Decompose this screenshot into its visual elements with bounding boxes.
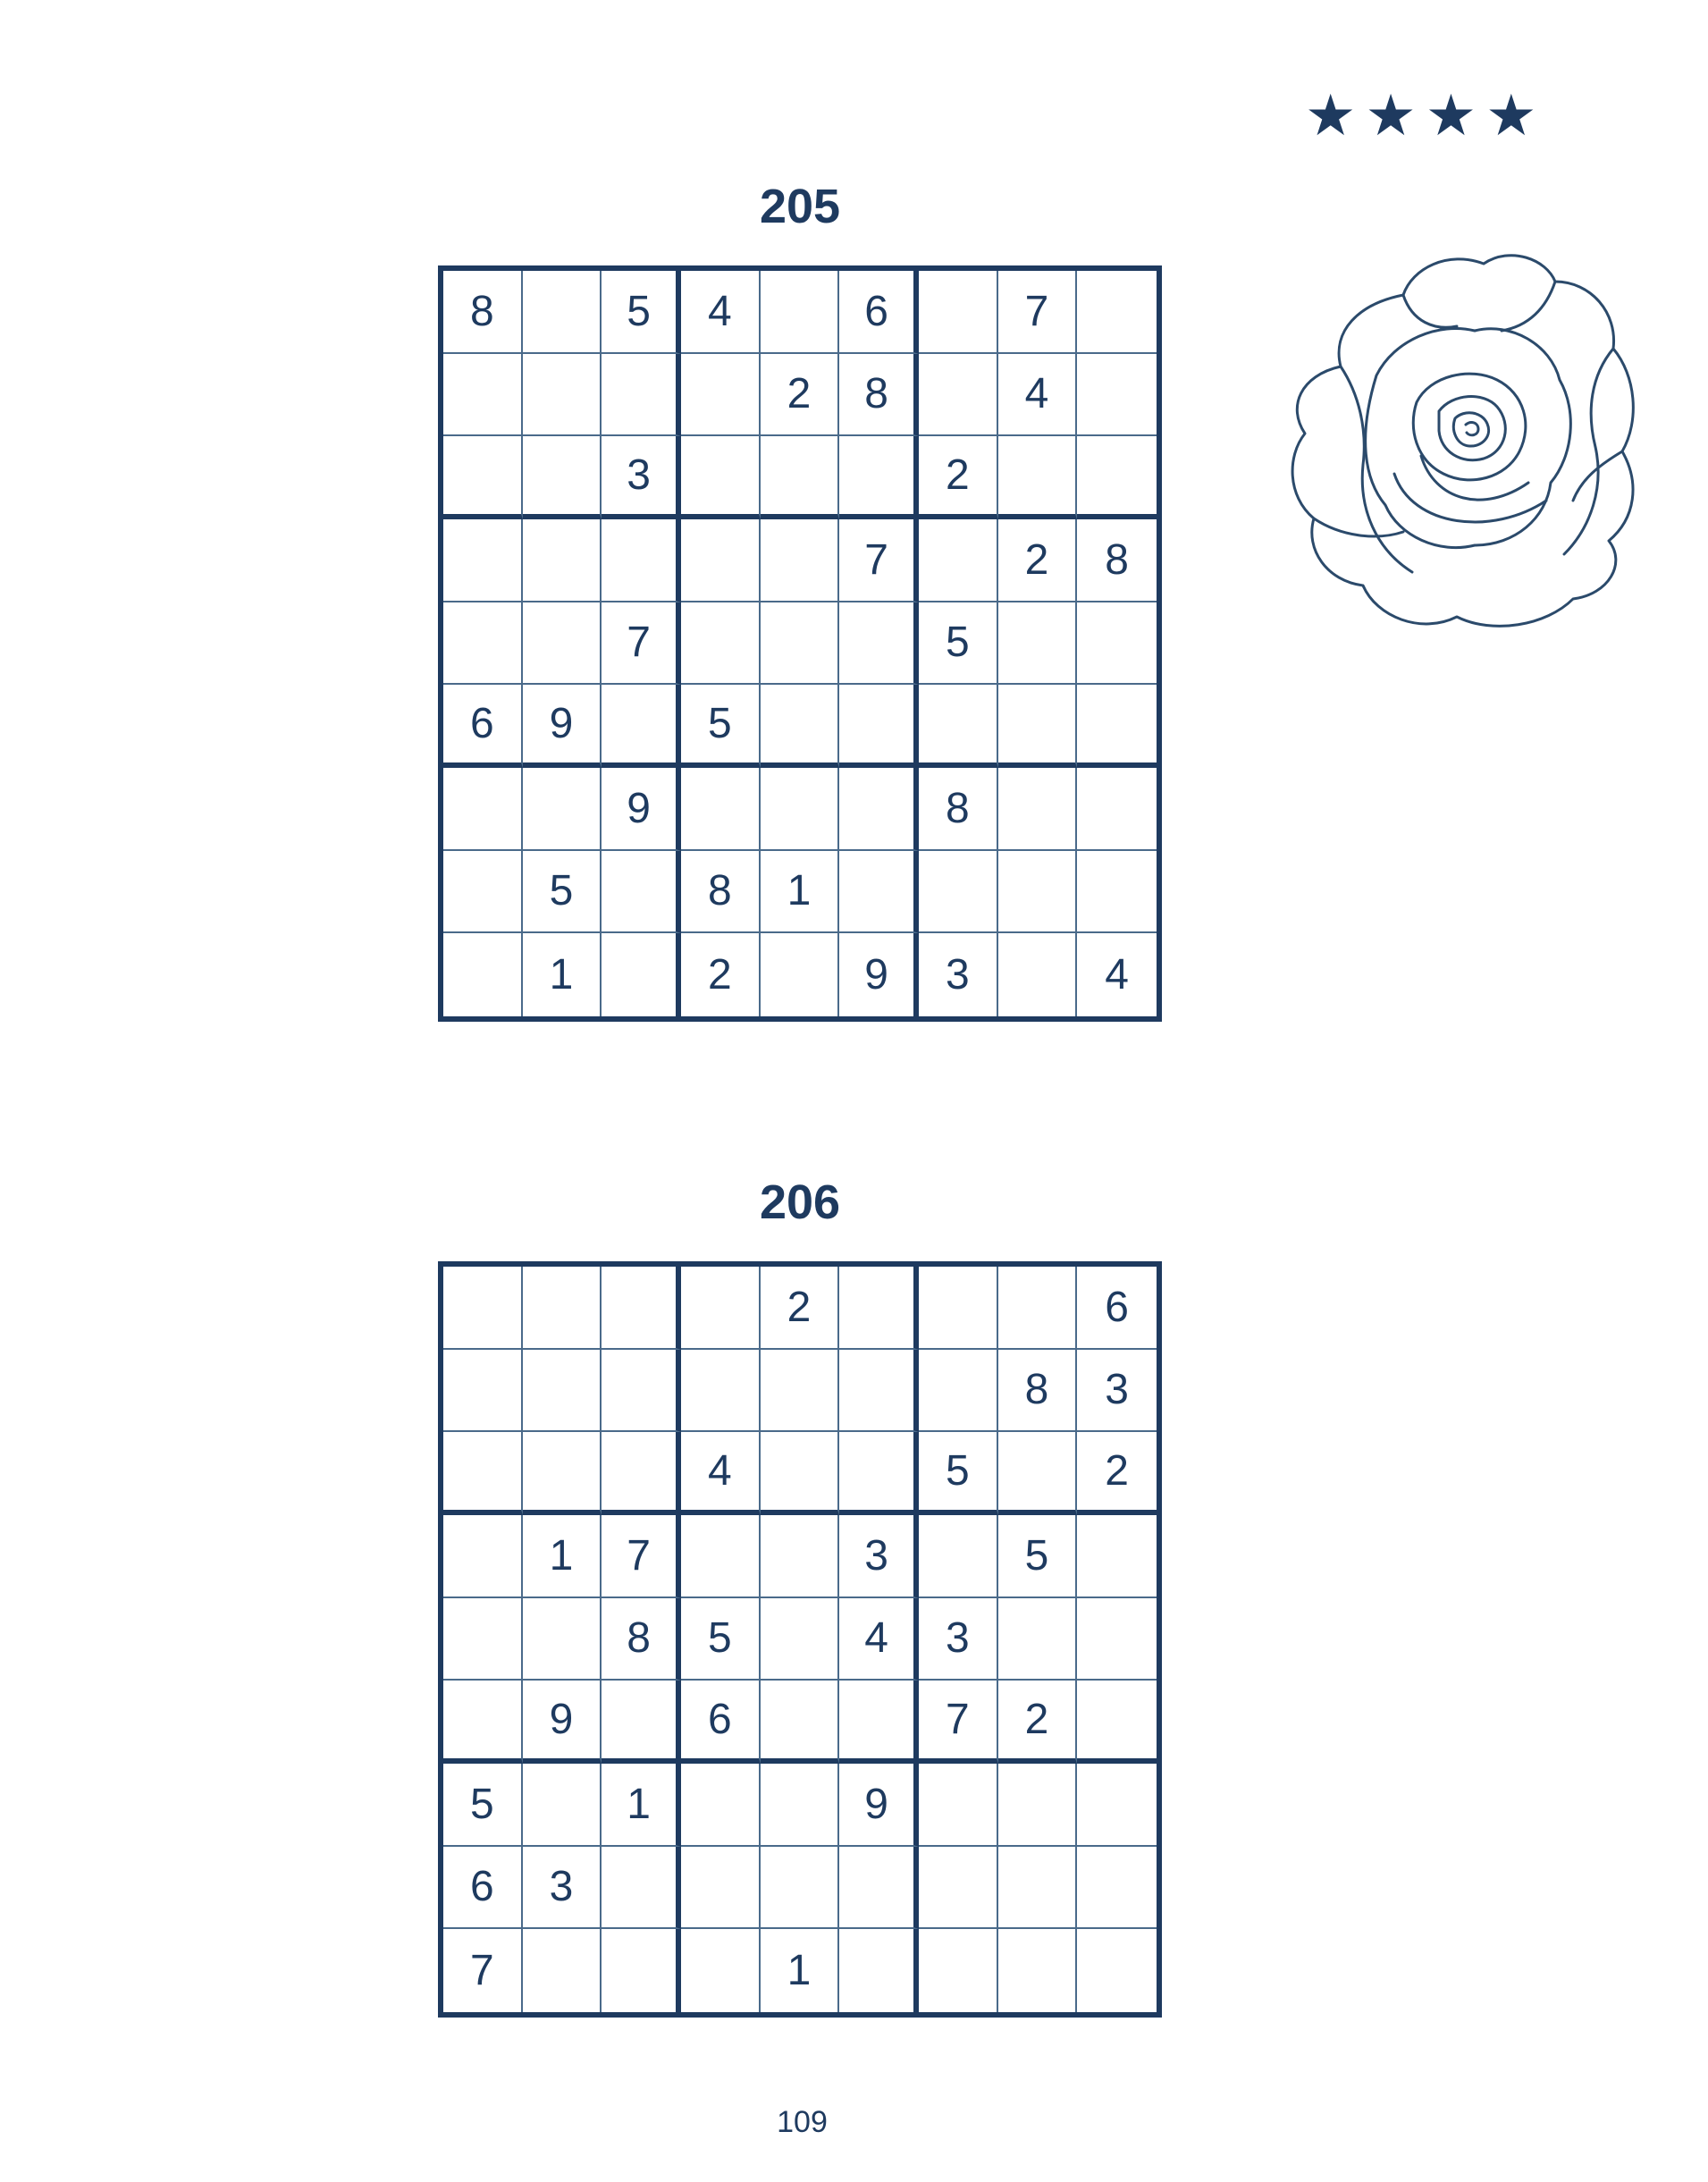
- sudoku-cell: [602, 851, 681, 934]
- sudoku-cell: 8: [919, 768, 998, 851]
- sudoku-cell: 5: [443, 1764, 523, 1847]
- sudoku-cell: [1077, 1515, 1157, 1598]
- sudoku-cell: 5: [602, 271, 681, 354]
- sudoku-cell: 9: [523, 1681, 602, 1764]
- sudoku-cell: 4: [1105, 951, 1129, 999]
- sudoku-cell: 1: [761, 1929, 840, 2012]
- sudoku-cell: [681, 1350, 761, 1433]
- sudoku-cell: [443, 354, 523, 437]
- sudoku-cell: [761, 1432, 840, 1515]
- sudoku-cell: [998, 685, 1078, 768]
- sudoku-cell: [602, 1681, 681, 1764]
- sudoku-cell: [919, 1350, 998, 1433]
- sudoku-cell: [761, 685, 840, 768]
- sudoku-cell: 4: [839, 1598, 919, 1681]
- sudoku-cell: [839, 1350, 919, 1433]
- sudoku-cell: [761, 271, 840, 354]
- sudoku-cell: 5: [681, 685, 761, 768]
- sudoku-cell: 3: [839, 1515, 919, 1598]
- star-icon: ★: [1305, 83, 1357, 149]
- sudoku-cell: [443, 1432, 523, 1515]
- sudoku-cell: [761, 1350, 840, 1433]
- sudoku-cell: 1: [761, 851, 840, 934]
- sudoku-cell: 8: [443, 271, 523, 354]
- sudoku-cell: [919, 685, 998, 768]
- sudoku-cell: 5: [998, 1515, 1078, 1598]
- sudoku-cell: 6: [681, 1681, 761, 1764]
- sudoku-cell: [839, 851, 919, 934]
- sudoku-cell: [839, 1847, 919, 1930]
- sudoku-cell: 2: [681, 933, 761, 1016]
- sudoku-cell: 7: [998, 271, 1078, 354]
- sudoku-cell: [761, 768, 840, 851]
- page-number: 109: [777, 2105, 828, 2139]
- sudoku-cell: 3: [1077, 1350, 1157, 1433]
- sudoku-cell: 3: [919, 1598, 998, 1681]
- sudoku-cell: [839, 436, 919, 519]
- sudoku-cell: [443, 519, 523, 602]
- sudoku-cell: 2: [998, 1681, 1078, 1764]
- sudoku-cell: [839, 685, 919, 768]
- sudoku-cell: 9: [839, 933, 919, 1016]
- sudoku-grid-206: [438, 1261, 1162, 2018]
- sudoku-cell: [919, 1267, 998, 1350]
- sudoku-cell: 3: [523, 1847, 602, 1930]
- sudoku-cell: [681, 1515, 761, 1598]
- sudoku-cell: [1077, 1598, 1157, 1681]
- sudoku-cell: [1077, 602, 1157, 686]
- sudoku-cell: [1077, 1681, 1157, 1764]
- sudoku-cell: 8: [602, 1598, 681, 1681]
- sudoku-cell: [998, 933, 1078, 1016]
- sudoku-cell: [998, 1764, 1078, 1847]
- sudoku-cell: [681, 519, 761, 602]
- sudoku-cell: [443, 1267, 523, 1350]
- star-icon: ★: [1485, 83, 1537, 149]
- sudoku-cell: 5: [523, 851, 602, 934]
- sudoku-cell: [602, 933, 681, 1016]
- sudoku-cell: 4: [998, 354, 1078, 437]
- sudoku-cell: 8: [681, 851, 761, 934]
- sudoku-cell: [443, 933, 523, 1016]
- sudoku-cell: [443, 851, 523, 934]
- sudoku-cell: [602, 1432, 681, 1515]
- sudoku-cell: 2: [919, 436, 998, 519]
- sudoku-cell: [839, 1929, 919, 2012]
- sudoku-cell: [919, 1929, 998, 2012]
- sudoku-cell: 3: [602, 436, 681, 519]
- sudoku-cell: [998, 436, 1078, 519]
- sudoku-cell: 7: [919, 1681, 998, 1764]
- rose-illustration: [1278, 241, 1653, 644]
- sudoku-cell: 9: [523, 685, 602, 768]
- sudoku-cell: [1077, 685, 1157, 768]
- sudoku-cell: [919, 1847, 998, 1930]
- sudoku-cell: [443, 602, 523, 686]
- sudoku-cell: [602, 1929, 681, 2012]
- sudoku-cell: [839, 768, 919, 851]
- sudoku-cell: 2: [761, 354, 840, 437]
- sudoku-cell: [919, 354, 998, 437]
- sudoku-grid-205: [438, 265, 1162, 1022]
- sudoku-cell: 6: [443, 685, 523, 768]
- sudoku-cell: 7: [839, 519, 919, 602]
- sudoku-cell: [681, 1764, 761, 1847]
- sudoku-cell: [523, 1929, 602, 2012]
- star-icon: ★: [1425, 83, 1477, 149]
- sudoku-cell: [761, 1515, 840, 1598]
- sudoku-cell: 9: [602, 768, 681, 851]
- sudoku-cell: [998, 1267, 1078, 1350]
- sudoku-cell: [523, 1267, 602, 1350]
- sudoku-cell: [1077, 851, 1157, 934]
- sudoku-cell: [443, 1681, 523, 1764]
- sudoku-cell: [443, 436, 523, 519]
- sudoku-cell: 1: [523, 933, 602, 1016]
- sudoku-cell: [1077, 1847, 1157, 1930]
- sudoku-cell: [681, 1267, 761, 1350]
- sudoku-cell: [443, 1515, 523, 1598]
- sudoku-cell: [1077, 1929, 1157, 2012]
- sudoku-cell: [761, 933, 840, 1016]
- sudoku-cell: [761, 1764, 840, 1847]
- sudoku-cell: [523, 1432, 602, 1515]
- sudoku-cell: [919, 519, 998, 602]
- sudoku-cell: 6: [443, 1847, 523, 1930]
- sudoku-cell: [839, 602, 919, 686]
- sudoku-cell: [998, 768, 1078, 851]
- sudoku-cell: 7: [443, 1929, 523, 2012]
- sudoku-cell: 5: [681, 1598, 761, 1681]
- difficulty-rating: [1305, 83, 1537, 149]
- sudoku-cell: 8: [1077, 519, 1157, 602]
- sudoku-cell: [523, 519, 602, 602]
- sudoku-cell: [681, 1929, 761, 2012]
- sudoku-cell: 5: [919, 1432, 998, 1515]
- sudoku-cell: 5: [919, 602, 998, 686]
- sudoku-cell: [998, 851, 1078, 934]
- sudoku-cell: [998, 602, 1078, 686]
- puzzle-number-205: 205: [759, 180, 841, 233]
- sudoku-cell: [523, 602, 602, 686]
- sudoku-cell: [761, 436, 840, 519]
- sudoku-cell: 6: [1077, 1267, 1157, 1350]
- sudoku-cell: [839, 1681, 919, 1764]
- sudoku-cell: [839, 1267, 919, 1350]
- sudoku-cell: [998, 1929, 1078, 2012]
- puzzle-number-206: 206: [759, 1175, 841, 1229]
- sudoku-cell: [1077, 436, 1157, 519]
- sudoku-cell: [602, 1350, 681, 1433]
- sudoku-cell: [523, 1764, 602, 1847]
- sudoku-cell: [523, 1598, 602, 1681]
- sudoku-cell: 1: [602, 1764, 681, 1847]
- sudoku-cell: [602, 1267, 681, 1350]
- sudoku-cell: [1077, 354, 1157, 437]
- sudoku-cell: [998, 1847, 1078, 1930]
- sudoku-cell: [919, 1515, 998, 1598]
- sudoku-cell: [761, 519, 840, 602]
- sudoku-cell: [1077, 271, 1157, 354]
- sudoku-cell: [681, 436, 761, 519]
- sudoku-cell: [998, 1598, 1078, 1681]
- sudoku-cell: 3: [919, 933, 998, 1016]
- sudoku-cell: [1077, 768, 1157, 851]
- sudoku-cell: [761, 1847, 840, 1930]
- sudoku-cell: [761, 1598, 840, 1681]
- sudoku-cell: [443, 768, 523, 851]
- sudoku-cell: [523, 354, 602, 437]
- sudoku-cell: 4: [681, 271, 761, 354]
- sudoku-cell: [602, 1847, 681, 1930]
- sudoku-cell: [523, 768, 602, 851]
- sudoku-cell: 2: [998, 519, 1078, 602]
- sudoku-cell: [443, 1598, 523, 1681]
- sudoku-cell: [1077, 1764, 1157, 1847]
- sudoku-cell: [761, 1681, 840, 1764]
- sudoku-cell: [443, 1350, 523, 1433]
- sudoku-cell: [523, 1350, 602, 1433]
- sudoku-cell: 7: [602, 1515, 681, 1598]
- sudoku-cell: 8: [839, 354, 919, 437]
- sudoku-cell: [839, 1432, 919, 1515]
- sudoku-cell: [681, 354, 761, 437]
- sudoku-cell: [602, 354, 681, 437]
- star-icon: ★: [1365, 83, 1417, 149]
- sudoku-cell: [761, 602, 840, 686]
- sudoku-cell: [919, 271, 998, 354]
- sudoku-cell: 6: [839, 271, 919, 354]
- sudoku-cell: [919, 851, 998, 934]
- sudoku-cell: [919, 1764, 998, 1847]
- sudoku-cell: 8: [998, 1350, 1078, 1433]
- sudoku-cell: [523, 436, 602, 519]
- sudoku-cell: 4: [681, 1432, 761, 1515]
- sudoku-cell: [998, 1432, 1078, 1515]
- sudoku-cell: [681, 602, 761, 686]
- sudoku-cell: 7: [602, 602, 681, 686]
- sudoku-cell: [681, 1847, 761, 1930]
- sudoku-cell: [602, 685, 681, 768]
- sudoku-cell: 1: [523, 1515, 602, 1598]
- sudoku-cell: 9: [839, 1764, 919, 1847]
- sudoku-cell: 2: [1077, 1432, 1157, 1515]
- sudoku-cell: [681, 768, 761, 851]
- sudoku-cell: 2: [761, 1267, 840, 1350]
- sudoku-cell: [602, 519, 681, 602]
- sudoku-cell: [523, 271, 602, 354]
